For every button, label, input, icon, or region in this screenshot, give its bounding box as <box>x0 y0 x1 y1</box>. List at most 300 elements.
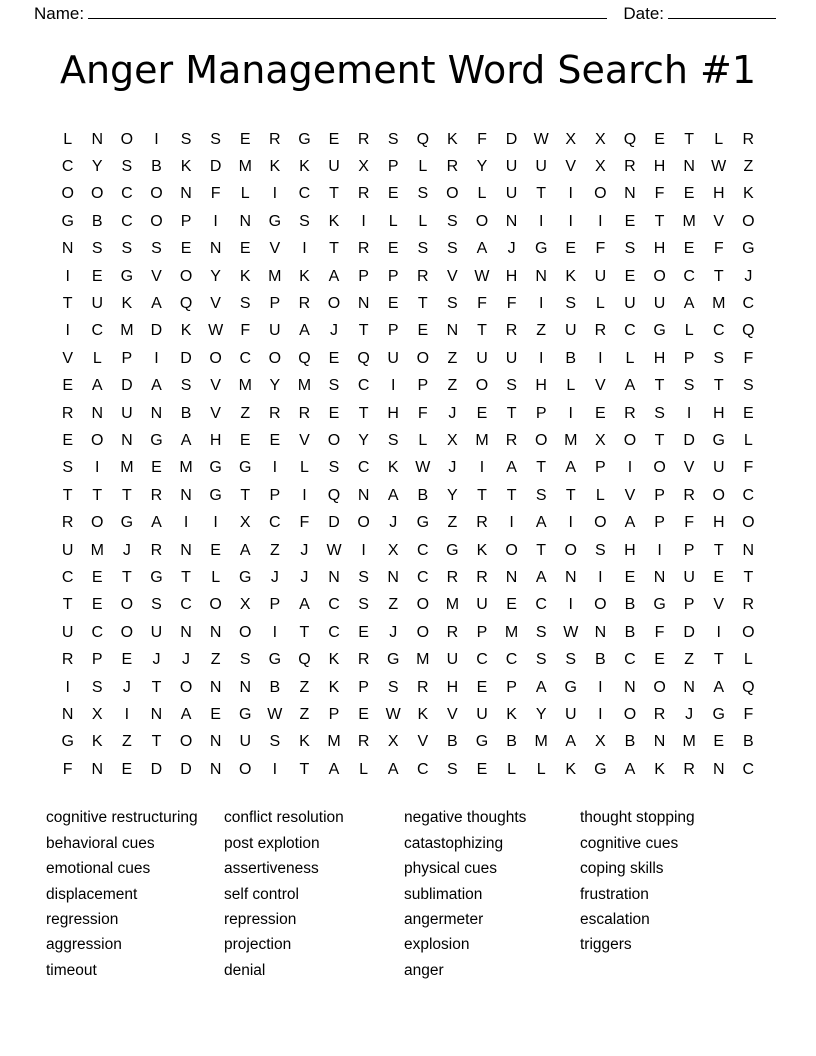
grid-cell[interactable]: N <box>91 130 104 148</box>
grid-cell[interactable]: S <box>565 651 577 669</box>
grid-cell[interactable]: I <box>538 212 544 230</box>
grid-cell[interactable]: M <box>504 623 519 641</box>
grid-cell[interactable]: V <box>417 733 429 751</box>
grid-cell[interactable]: C <box>742 295 755 313</box>
grid-cell[interactable]: P <box>417 377 429 395</box>
word-list-item[interactable]: conflict resolution <box>224 809 344 827</box>
grid-cell[interactable]: I <box>568 185 573 203</box>
grid-cell[interactable]: N <box>239 678 252 696</box>
grid-cell[interactable]: T <box>151 678 162 696</box>
grid-cell[interactable]: B <box>417 486 429 504</box>
grid-cell[interactable]: O <box>712 486 725 504</box>
grid-cell[interactable]: S <box>713 349 725 367</box>
grid-cell[interactable]: L <box>714 130 724 148</box>
grid-cell[interactable]: C <box>180 596 192 614</box>
grid-cell[interactable]: Y <box>535 705 547 723</box>
grid-cell[interactable]: P <box>180 212 192 230</box>
grid-cell[interactable]: B <box>624 596 636 614</box>
grid-cell[interactable]: E <box>387 295 399 313</box>
grid-cell[interactable]: U <box>505 158 518 176</box>
grid-cell[interactable]: R <box>505 322 518 340</box>
grid-cell[interactable]: G <box>386 651 400 669</box>
grid-cell[interactable]: O <box>91 185 104 203</box>
grid-cell[interactable]: J <box>330 322 339 340</box>
grid-cell[interactable]: E <box>121 651 133 669</box>
grid-cell[interactable]: Y <box>358 431 369 449</box>
grid-cell[interactable]: N <box>150 705 163 723</box>
grid-cell[interactable]: P <box>476 623 488 641</box>
grid-cell[interactable]: X <box>239 596 251 614</box>
grid-cell[interactable]: O <box>179 733 193 751</box>
grid-cell[interactable]: R <box>476 568 488 586</box>
grid-cell[interactable]: C <box>712 322 725 340</box>
grid-cell[interactable]: S <box>417 240 429 258</box>
grid-cell[interactable]: A <box>624 377 636 395</box>
grid-cell[interactable]: J <box>744 267 753 285</box>
grid-cell[interactable]: G <box>268 212 282 230</box>
grid-cell[interactable]: G <box>712 705 725 723</box>
grid-cell[interactable]: N <box>180 185 192 203</box>
grid-cell[interactable]: O <box>61 185 74 203</box>
grid-cell[interactable]: L <box>743 651 753 669</box>
grid-cell[interactable]: T <box>62 596 73 614</box>
grid-cell[interactable]: I <box>598 349 603 367</box>
grid-cell[interactable]: I <box>65 322 70 340</box>
grid-cell[interactable]: W <box>415 459 431 477</box>
grid-cell[interactable]: N <box>505 568 518 586</box>
grid-cell[interactable]: J <box>182 651 191 669</box>
grid-cell[interactable]: V <box>624 486 636 504</box>
grid-cell[interactable]: E <box>565 240 577 258</box>
grid-cell[interactable]: M <box>268 267 282 285</box>
grid-cell[interactable]: T <box>684 130 695 148</box>
grid-cell[interactable]: D <box>180 349 192 367</box>
grid-cell[interactable]: V <box>713 596 725 614</box>
word-list-item[interactable]: post explotion <box>224 834 320 852</box>
grid-cell[interactable]: S <box>742 377 754 395</box>
grid-cell[interactable]: C <box>357 377 370 395</box>
grid-cell[interactable]: U <box>683 568 695 586</box>
grid-cell[interactable]: Z <box>269 541 280 559</box>
grid-cell[interactable]: X <box>595 733 606 751</box>
grid-cell[interactable]: R <box>357 240 370 258</box>
word-list-item[interactable]: timeout <box>46 961 97 979</box>
grid-cell[interactable]: G <box>594 760 607 778</box>
grid-cell[interactable]: N <box>209 760 222 778</box>
grid-cell[interactable]: E <box>328 349 340 367</box>
grid-cell[interactable]: J <box>270 568 279 586</box>
grid-cell[interactable]: T <box>565 486 576 504</box>
grid-cell[interactable]: P <box>654 514 665 532</box>
grid-cell[interactable]: P <box>654 486 665 504</box>
grid-cell[interactable]: N <box>61 705 74 723</box>
grid-cell[interactable]: E <box>269 431 281 449</box>
grid-cell[interactable]: E <box>151 459 162 477</box>
grid-cell[interactable]: Y <box>91 158 103 176</box>
grid-cell[interactable]: E <box>713 733 725 751</box>
grid-cell[interactable]: D <box>180 760 192 778</box>
grid-cell[interactable]: B <box>180 404 192 422</box>
grid-cell[interactable]: I <box>272 459 278 477</box>
grid-cell[interactable]: K <box>91 733 103 751</box>
grid-cell[interactable]: X <box>91 705 103 723</box>
grid-cell[interactable]: C <box>298 185 311 203</box>
grid-cell[interactable]: A <box>476 240 488 258</box>
grid-cell[interactable]: Z <box>210 651 221 669</box>
word-list-item[interactable]: projection <box>224 936 292 954</box>
grid-cell[interactable]: U <box>150 623 163 641</box>
grid-cell[interactable]: B <box>595 651 606 669</box>
grid-cell[interactable]: E <box>506 596 517 614</box>
grid-cell[interactable]: F <box>743 349 754 367</box>
grid-cell[interactable]: H <box>653 349 666 367</box>
grid-cell[interactable]: R <box>505 431 518 449</box>
grid-cell[interactable]: E <box>417 322 429 340</box>
grid-cell[interactable]: R <box>446 623 459 641</box>
grid-cell[interactable]: V <box>683 459 695 477</box>
grid-cell[interactable]: P <box>269 596 281 614</box>
grid-cell[interactable]: T <box>506 404 517 422</box>
grid-cell[interactable]: T <box>299 623 310 641</box>
grid-cell[interactable]: R <box>624 158 636 176</box>
word-list-item[interactable]: denial <box>224 961 266 979</box>
word-list-item[interactable]: escalation <box>580 911 650 928</box>
grid-cell[interactable]: M <box>297 377 312 395</box>
grid-cell[interactable]: S <box>535 623 547 641</box>
grid-cell[interactable]: Z <box>447 377 458 395</box>
grid-cell[interactable]: L <box>299 459 309 477</box>
grid-cell[interactable]: M <box>564 431 578 449</box>
grid-cell[interactable]: S <box>387 431 399 449</box>
grid-cell[interactable]: O <box>91 514 104 532</box>
grid-cell[interactable]: J <box>389 514 398 532</box>
grid-cell[interactable]: E <box>91 596 103 614</box>
grid-cell[interactable]: Z <box>684 651 695 669</box>
grid-cell[interactable]: M <box>534 733 548 751</box>
grid-cell[interactable]: O <box>594 514 607 532</box>
grid-cell[interactable]: L <box>418 431 428 449</box>
grid-cell[interactable]: R <box>150 486 163 504</box>
grid-cell[interactable]: M <box>475 431 489 449</box>
grid-cell[interactable]: L <box>477 185 487 203</box>
grid-cell[interactable]: M <box>327 733 341 751</box>
grid-cell[interactable]: O <box>120 623 134 641</box>
grid-cell[interactable]: G <box>209 459 222 477</box>
grid-cell[interactable]: V <box>565 158 577 176</box>
grid-cell[interactable]: L <box>63 130 73 148</box>
grid-cell[interactable]: D <box>209 158 222 176</box>
grid-cell[interactable]: L <box>92 349 102 367</box>
grid-cell[interactable]: T <box>713 541 724 559</box>
word-list-item[interactable]: physical cues <box>404 860 498 878</box>
grid-cell[interactable]: O <box>239 623 252 641</box>
grid-cell[interactable]: S <box>447 760 458 778</box>
grid-cell[interactable]: Q <box>298 651 311 669</box>
grid-cell[interactable]: I <box>124 705 130 723</box>
grid-cell[interactable]: R <box>683 760 695 778</box>
grid-cell[interactable]: V <box>447 267 458 285</box>
grid-cell[interactable]: N <box>61 240 74 258</box>
grid-cell[interactable]: J <box>389 623 398 641</box>
grid-cell[interactable]: Z <box>388 596 399 614</box>
grid-cell[interactable]: R <box>298 404 311 422</box>
grid-cell[interactable]: E <box>91 267 103 285</box>
grid-cell[interactable]: I <box>598 568 603 586</box>
grid-cell[interactable]: J <box>300 568 309 586</box>
grid-cell[interactable]: S <box>91 240 103 258</box>
grid-cell[interactable]: A <box>535 514 547 532</box>
grid-cell[interactable]: I <box>272 185 278 203</box>
grid-cell[interactable]: G <box>653 596 666 614</box>
grid-cell[interactable]: U <box>594 267 607 285</box>
word-list-item[interactable]: angermeter <box>404 911 484 928</box>
grid-cell[interactable]: V <box>210 377 221 395</box>
grid-cell[interactable]: F <box>477 295 487 313</box>
grid-cell[interactable]: E <box>654 651 665 669</box>
grid-cell[interactable]: T <box>121 568 132 586</box>
grid-cell[interactable]: M <box>238 377 252 395</box>
grid-cell[interactable]: T <box>713 651 724 669</box>
grid-cell[interactable]: L <box>211 568 221 586</box>
grid-cell[interactable]: O <box>623 431 637 449</box>
grid-cell[interactable]: P <box>91 651 103 669</box>
grid-cell[interactable]: R <box>446 158 459 176</box>
grid-cell[interactable]: I <box>213 514 218 532</box>
grid-cell[interactable]: T <box>358 404 369 422</box>
grid-cell[interactable]: K <box>417 705 429 723</box>
grid-cell[interactable]: Z <box>299 705 310 723</box>
grid-cell[interactable]: G <box>742 240 755 258</box>
grid-cell[interactable]: P <box>683 349 695 367</box>
grid-cell[interactable]: C <box>535 596 547 614</box>
grid-cell[interactable]: T <box>240 486 251 504</box>
grid-cell[interactable]: C <box>742 486 755 504</box>
grid-cell[interactable]: E <box>624 212 636 230</box>
grid-cell[interactable]: P <box>387 158 399 176</box>
grid-cell[interactable]: N <box>357 295 370 313</box>
grid-cell[interactable]: K <box>299 158 310 176</box>
grid-cell[interactable]: P <box>121 349 133 367</box>
word-list-item[interactable]: assertiveness <box>224 860 319 878</box>
grid-cell[interactable]: P <box>535 404 547 422</box>
grid-cell[interactable]: T <box>743 568 754 586</box>
grid-cell[interactable]: H <box>653 158 666 176</box>
grid-cell[interactable]: K <box>328 651 340 669</box>
grid-cell[interactable]: V <box>299 431 310 449</box>
grid-cell[interactable]: Z <box>299 678 310 696</box>
grid-cell[interactable]: N <box>328 568 340 586</box>
grid-cell[interactable]: R <box>683 486 695 504</box>
word-list-item[interactable]: cognitive cues <box>580 834 679 852</box>
grid-cell[interactable]: V <box>210 404 221 422</box>
grid-cell[interactable]: A <box>506 459 517 477</box>
grid-cell[interactable]: A <box>328 267 340 285</box>
grid-cell[interactable]: P <box>358 678 369 696</box>
grid-cell[interactable]: M <box>238 158 252 176</box>
grid-cell[interactable]: R <box>742 596 755 614</box>
grid-cell[interactable]: S <box>447 212 458 230</box>
grid-cell[interactable]: X <box>387 733 399 751</box>
grid-cell[interactable]: I <box>65 267 70 285</box>
grid-cell[interactable]: A <box>683 295 695 313</box>
grid-cell[interactable]: S <box>447 295 458 313</box>
grid-cell[interactable]: W <box>208 322 224 340</box>
grid-cell[interactable]: F <box>743 705 754 723</box>
word-list-item[interactable]: regression <box>46 911 119 928</box>
grid-cell[interactable]: S <box>535 651 547 669</box>
grid-cell[interactable]: S <box>299 212 310 230</box>
grid-cell[interactable]: Q <box>623 130 637 148</box>
grid-cell[interactable]: P <box>595 459 606 477</box>
grid-cell[interactable]: U <box>505 349 518 367</box>
grid-cell[interactable]: U <box>564 705 577 723</box>
grid-cell[interactable]: S <box>595 541 606 559</box>
grid-cell[interactable]: S <box>624 240 636 258</box>
grid-cell[interactable]: C <box>91 322 104 340</box>
word-list-item[interactable]: anger <box>404 961 444 979</box>
grid-cell[interactable]: J <box>507 240 516 258</box>
grid-cell[interactable]: R <box>357 733 370 751</box>
grid-cell[interactable]: O <box>327 295 341 313</box>
grid-cell[interactable]: O <box>505 541 518 559</box>
grid-cell[interactable]: N <box>505 212 518 230</box>
grid-cell[interactable]: K <box>121 295 133 313</box>
grid-cell[interactable]: F <box>684 514 695 532</box>
grid-cell[interactable]: A <box>713 678 725 696</box>
grid-cell[interactable]: G <box>239 459 252 477</box>
grid-cell[interactable]: T <box>417 295 428 313</box>
grid-cell[interactable]: S <box>151 596 162 614</box>
grid-cell[interactable]: U <box>91 295 104 313</box>
grid-cell[interactable]: L <box>595 486 605 504</box>
grid-cell[interactable]: M <box>445 596 460 614</box>
word-list-item[interactable]: behavioral cues <box>46 834 155 852</box>
grid-cell[interactable]: O <box>623 705 637 723</box>
grid-cell[interactable]: P <box>358 267 369 285</box>
grid-cell[interactable]: O <box>327 431 341 449</box>
grid-cell[interactable]: E <box>683 185 695 203</box>
grid-cell[interactable]: L <box>743 431 753 449</box>
grid-cell[interactable]: T <box>536 185 547 203</box>
grid-cell[interactable]: C <box>269 514 281 532</box>
grid-cell[interactable]: E <box>62 431 73 449</box>
grid-cell[interactable]: R <box>624 404 636 422</box>
grid-cell[interactable]: S <box>417 185 429 203</box>
grid-cell[interactable]: K <box>565 760 577 778</box>
grid-cell[interactable]: Y <box>447 486 458 504</box>
grid-cell[interactable]: M <box>416 651 430 669</box>
grid-cell[interactable]: D <box>328 514 340 532</box>
grid-cell[interactable]: G <box>653 322 666 340</box>
grid-cell[interactable]: E <box>121 760 133 778</box>
grid-cell[interactable]: U <box>653 295 666 313</box>
grid-cell[interactable]: E <box>328 130 340 148</box>
grid-cell[interactable]: M <box>120 459 134 477</box>
grid-cell[interactable]: O <box>179 267 193 285</box>
grid-cell[interactable]: N <box>535 267 547 285</box>
grid-cell[interactable]: B <box>742 733 754 751</box>
grid-cell[interactable]: C <box>417 760 429 778</box>
grid-cell[interactable]: E <box>624 568 636 586</box>
grid-cell[interactable]: K <box>269 158 281 176</box>
grid-cell[interactable]: K <box>328 212 340 230</box>
grid-cell[interactable]: I <box>479 459 485 477</box>
grid-cell[interactable]: I <box>686 404 692 422</box>
grid-cell[interactable]: O <box>150 185 163 203</box>
grid-cell[interactable]: T <box>536 459 547 477</box>
grid-cell[interactable]: O <box>179 678 193 696</box>
grid-cell[interactable]: N <box>180 486 192 504</box>
grid-cell[interactable]: M <box>682 733 696 751</box>
grid-cell[interactable]: G <box>298 130 311 148</box>
grid-cell[interactable]: K <box>180 322 192 340</box>
grid-cell[interactable]: X <box>447 431 458 449</box>
grid-cell[interactable]: K <box>299 733 310 751</box>
grid-cell[interactable]: N <box>564 568 577 586</box>
grid-cell[interactable]: W <box>711 158 727 176</box>
grid-cell[interactable]: Y <box>269 377 281 395</box>
grid-cell[interactable]: R <box>742 130 755 148</box>
grid-cell[interactable]: O <box>120 596 134 614</box>
grid-cell[interactable]: P <box>387 267 399 285</box>
grid-cell[interactable]: G <box>239 568 252 586</box>
grid-cell[interactable]: N <box>624 185 636 203</box>
grid-cell[interactable]: B <box>624 733 636 751</box>
grid-cell[interactable]: T <box>358 322 369 340</box>
grid-cell[interactable]: O <box>268 349 282 367</box>
grid-cell[interactable]: T <box>121 486 132 504</box>
grid-cell[interactable]: C <box>328 623 340 641</box>
grid-cell[interactable]: N <box>91 404 104 422</box>
grid-cell[interactable]: C <box>121 185 133 203</box>
grid-cell[interactable]: E <box>180 240 192 258</box>
grid-cell[interactable]: U <box>564 322 577 340</box>
grid-cell[interactable]: O <box>475 377 489 395</box>
grid-cell[interactable]: O <box>209 349 222 367</box>
grid-cell[interactable]: J <box>122 541 131 559</box>
grid-cell[interactable]: H <box>712 404 725 422</box>
grid-cell[interactable]: I <box>538 349 544 367</box>
grid-cell[interactable]: R <box>594 322 607 340</box>
grid-cell[interactable]: O <box>742 514 755 532</box>
grid-cell[interactable]: J <box>448 404 457 422</box>
grid-cell[interactable]: G <box>150 431 163 449</box>
grid-cell[interactable]: E <box>358 705 369 723</box>
grid-cell[interactable]: I <box>272 760 278 778</box>
grid-cell[interactable]: E <box>358 623 369 641</box>
grid-cell[interactable]: N <box>357 486 370 504</box>
grid-cell[interactable]: I <box>65 678 70 696</box>
grid-cell[interactable]: B <box>269 678 281 696</box>
grid-cell[interactable]: Q <box>416 130 430 148</box>
grid-cell[interactable]: E <box>62 377 73 395</box>
grid-cell[interactable]: F <box>240 322 251 340</box>
grid-cell[interactable]: Q <box>742 322 755 340</box>
grid-cell[interactable]: C <box>61 158 74 176</box>
grid-cell[interactable]: C <box>683 267 695 285</box>
grid-cell[interactable]: Z <box>240 404 251 422</box>
grid-cell[interactable]: I <box>154 349 159 367</box>
grid-cell[interactable]: R <box>417 267 429 285</box>
word-list-item[interactable]: emotional cues <box>46 860 151 878</box>
grid-cell[interactable]: A <box>299 596 310 614</box>
grid-cell[interactable]: U <box>328 158 340 176</box>
grid-cell[interactable]: J <box>448 459 457 477</box>
grid-cell[interactable]: S <box>447 240 458 258</box>
grid-cell[interactable]: L <box>684 322 694 340</box>
grid-cell[interactable]: S <box>121 158 133 176</box>
grid-cell[interactable]: O <box>446 185 459 203</box>
